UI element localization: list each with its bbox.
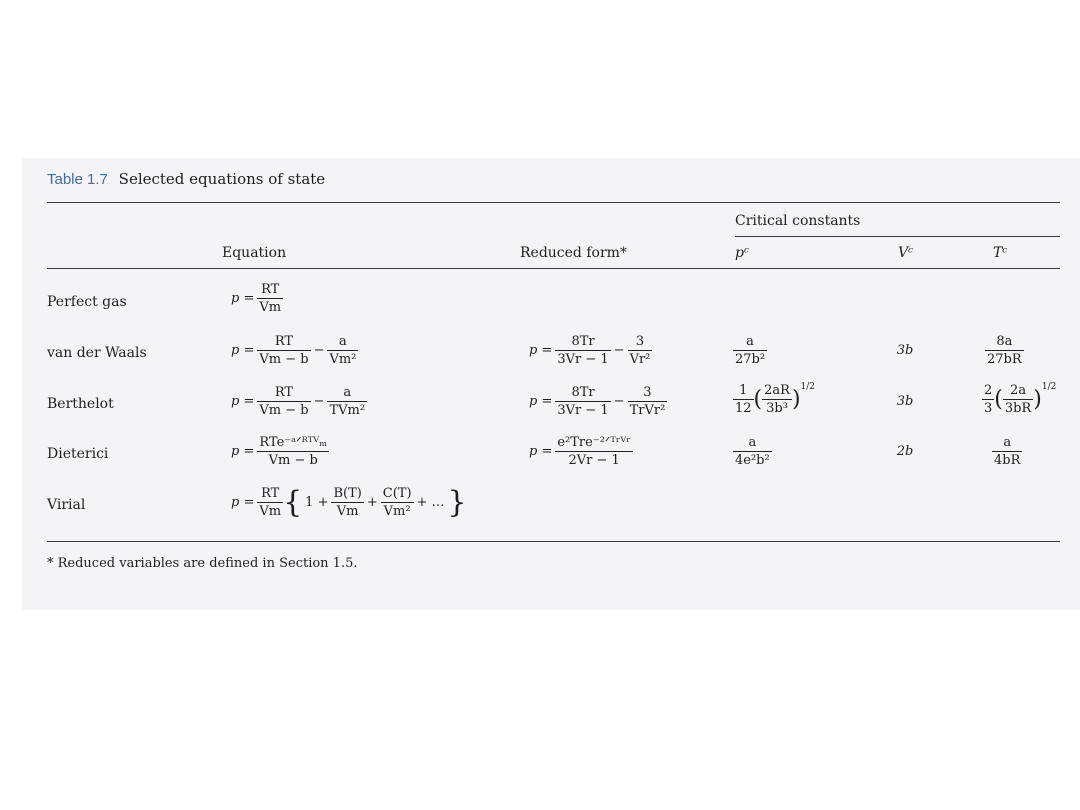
tc-van-der-waals: $\frac{8a}{27bR}$: [987, 334, 1022, 367]
header-rule: [47, 268, 1060, 269]
row-name-berthelot: Berthelot: [47, 396, 114, 412]
row-name-perfect-gas: Perfect gas: [47, 294, 127, 310]
tc-dieterici: $\frac{a}{4bR}$: [994, 435, 1021, 468]
header-reduced-form: Reduced form*: [520, 245, 627, 261]
table-title: Selected equations of state: [118, 170, 326, 188]
bottom-rule: [47, 541, 1060, 542]
equation-perfect-gas: p = $\frac{RT}{Vm}$: [231, 282, 282, 315]
tc-berthelot: $\frac{2}{3}$ ( $\frac{2a}{3bR}$ ) $^{1/2}$: [984, 382, 1057, 416]
row-name-dieterici: Dieterici: [47, 446, 109, 462]
header-vc: Vᶜ: [898, 245, 914, 261]
top-rule: [47, 202, 1060, 203]
row-name-van-der-waals: van der Waals: [47, 345, 147, 361]
pc-berthelot: $\frac{1}{12}$ ( $\frac{2aR}{\text{3b³}}$ ) $^{1/2}$: [735, 382, 816, 416]
reduced-van-der-waals: p = $\frac{8Tr}{3Vr - 1}$ − $\frac{3}{\text{Vr²}}$: [529, 334, 651, 367]
vc-berthelot: 3b: [896, 394, 914, 409]
reduced-berthelot: p = $\frac{8Tr}{3Vr - 1}$ − $\frac{3}{\text{TrVr²}}$: [529, 385, 666, 418]
reduced-dieterici: p = $\frac{\text{e²Tre⁻²ᐟᵀʳⱽʳ}}{2Vr - 1}$: [529, 435, 631, 468]
table-number: Table 1.7: [47, 171, 108, 188]
footnote: * Reduced variables are defined in Section 1.5.: [47, 556, 358, 571]
critical-constants-rule: [735, 236, 1060, 237]
equation-van-der-waals: p = $\frac{RT}{Vm - b}$ − $\frac{a}{\text{Vm²}}$: [231, 334, 357, 367]
row-name-virial: Virial: [47, 497, 86, 513]
pc-van-der-waals: $\frac{a}{\text{27b²}}$: [735, 334, 766, 367]
header-equation: Equation: [222, 245, 287, 261]
header-critical-constants: Critical constants: [735, 213, 861, 229]
header-pc: pᶜ: [735, 245, 749, 261]
table-caption: [47, 170, 325, 188]
vc-van-der-waals: 3b: [896, 343, 914, 358]
pc-dieterici: $\frac{a}{\text{4e²b²}}$: [735, 435, 770, 468]
equation-berthelot: p = $\frac{RT}{Vm - b}$ − $\frac{a}{\text{TVm²}}$: [231, 385, 366, 418]
header-tc: Tᶜ: [993, 245, 1008, 261]
equation-dieterici: p = $\frac{\text{RTe⁻ᵃᐟᴿᵀⱽₘ}}{Vm - b}$: [231, 435, 328, 468]
vc-dieterici: 2b: [896, 444, 914, 459]
equation-virial: p = $\frac{RT}{Vm}$ { 1 + $\frac{B(T)}{Vm}$ + $\frac{C(T)}{\text{Vm²}}$ + … }: [231, 484, 467, 520]
